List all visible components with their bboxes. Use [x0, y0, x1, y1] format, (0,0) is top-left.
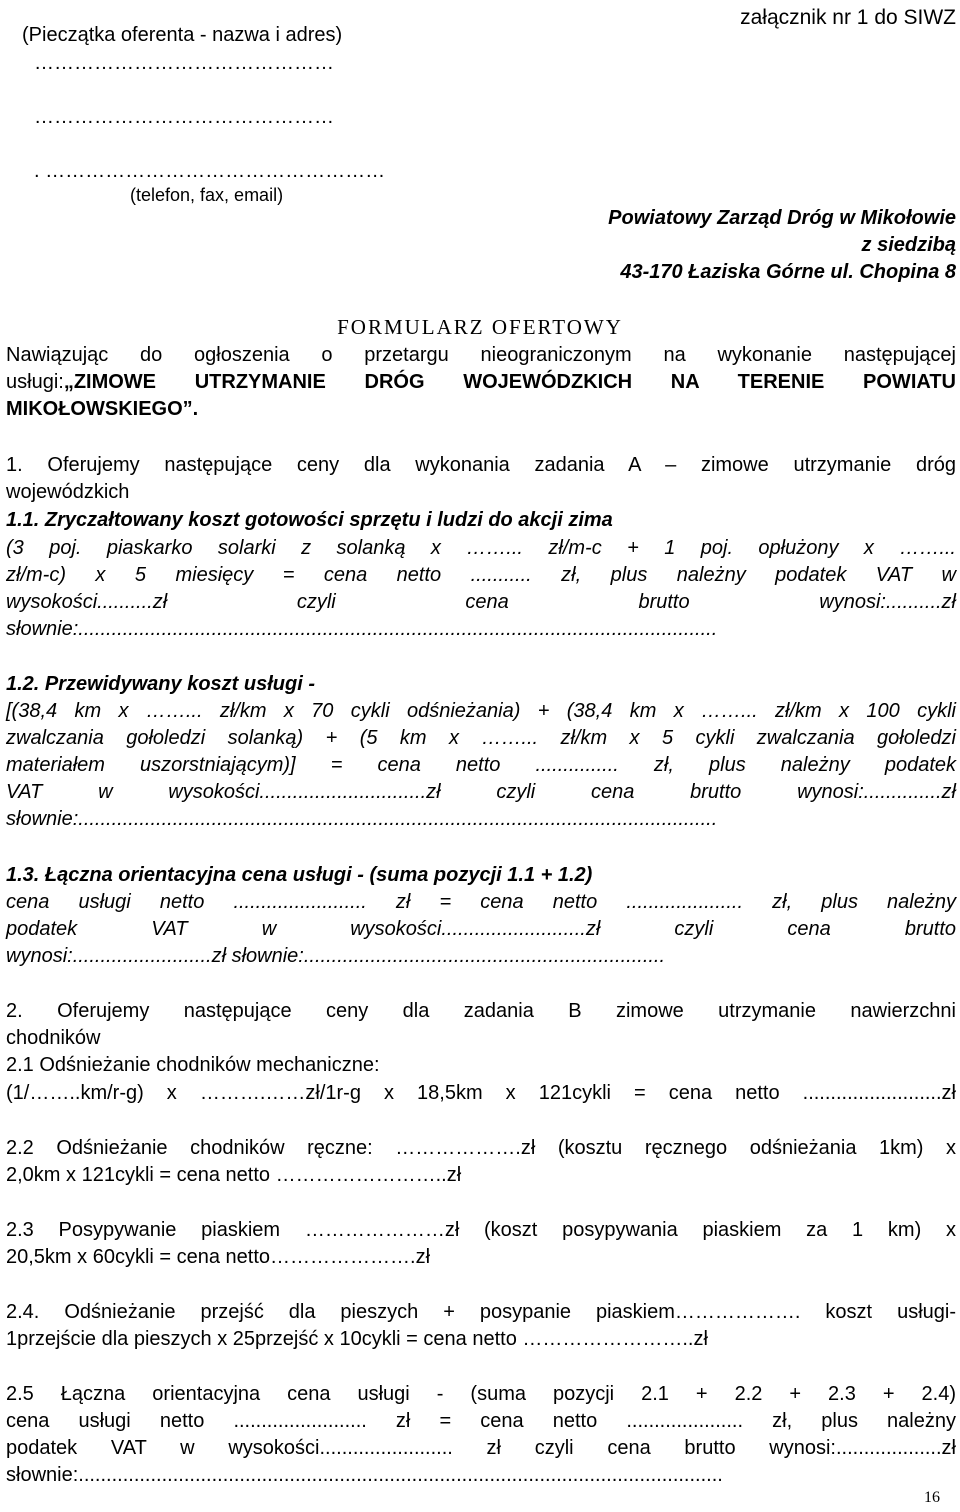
intro-service-name: „ZIMOWE UTRZYMANIE DRÓG WOJEWÓDZKICH NA TERENIE POWIATU — [63, 371, 956, 393]
section-1-2-line-2: zwalczania gołoledzi solanką) + (5 km x ……... zł/km x 5 cykli zwalczania gołoledzi — [6, 727, 956, 749]
recipient-name: Powiatowy Zarząd Dróg w Mikołowie — [608, 207, 956, 229]
section-1-1-line-4: słownie:................................................................................................................... — [6, 618, 718, 640]
section-2-5-line-2: cena usługi netto ........................ zł = cena netto ..................... zł, plus należny — [6, 1410, 956, 1432]
section-1-line-1: 1. Oferujemy następujące ceny dla wykonania zadania A – zimowe utrzymanie dróg — [6, 454, 956, 476]
section-2-1-line-1: 2.1 Odśnieżanie chodników mechaniczne: — [6, 1054, 380, 1076]
section-1-2-line-3: materiałem uszorstniającym)] = cena netto ............... zł, plus należny podatek — [6, 754, 956, 776]
section-2-4-line-1: 2.4. Odśnieżanie przejść dla pieszych + posypanie piaskiem………………. koszt usługi- — [6, 1301, 956, 1323]
section-1-1-line-2: zł/m-c) x 5 miesięcy = cena netto ........... zł, plus należny podatek VAT w — [6, 564, 956, 586]
section-1-1-line-1: (3 poj. piaskarko solarki z solanką x ……... zł/m-c + 1 poj. opłużony x ……... — [6, 537, 956, 559]
section-1-3-line-2: podatek VAT w wysokości..........................zł czyli cena brutto — [6, 918, 956, 940]
section-1-2-title: 1.2. Przewidywany koszt usługi - — [6, 673, 315, 695]
section-2-3-line-1: 2.3 Posypywanie piaskiem …………………zł (koszt posypywania piaskiem za 1 km) x — [6, 1219, 956, 1241]
section-1-3-title: 1.3. Łączna orientacyjna cena usługi - (suma pozycji 1.1 + 1.2) — [6, 864, 593, 886]
section-2-3-line-2: 20,5km x 60cykli = cena netto………………….zł — [6, 1246, 431, 1268]
section-2-5-line-1: 2.5 Łączna orientacyjna cena usługi - (suma pozycji 2.1 + 2.2 + 2.3 + 2.4) — [6, 1383, 956, 1405]
section-1-3-line-1: cena usługi netto ........................ zł = cena netto ..................... zł, plus należny — [6, 891, 956, 913]
section-1-2-line-1: [(38,4 km x ……... zł/km x 70 cykli odśnieżania) + (38,4 km x ……... zł/km x 100 cykli — [6, 700, 956, 722]
section-1-3-line-3: wynosi:.........................zł słownie:................................................................. — [6, 945, 666, 967]
recipient-seat: z siedzibą — [861, 234, 956, 256]
page-number: 16 — [924, 1489, 940, 1506]
stamp-dots-line-1: ……………………………………… — [34, 52, 334, 74]
intro-line-3: MIKOŁOWSKIEGO”. — [6, 398, 199, 420]
contact-label: (telefon, fax, email) — [130, 185, 284, 205]
section-2-5-line-4: słownie:.................................................................................................................... — [6, 1464, 723, 1486]
recipient-address: 43-170 Łaziska Górne ul. Chopina 8 — [620, 261, 956, 283]
section-1-2-line-5: słownie:................................................................................................................... — [6, 808, 718, 830]
stamp-dots-line-2: ……………………………………… — [34, 106, 334, 128]
section-1-2-line-4: VAT w wysokości..............................zł czyli cena brutto wynosi:..............zł — [6, 781, 956, 803]
stamp-label: (Pieczątka oferenta - nazwa i adres) — [22, 24, 343, 46]
intro-line-2 — [6, 369, 956, 396]
form-title: FORMULARZ OFERTOWY — [337, 315, 623, 339]
section-2-4-line-2: 1przejście dla pieszych x 25przejść x 10cykli = cena netto ……………………..zł — [6, 1328, 708, 1350]
section-1-1-title: 1.1. Zryczałtowany koszt gotowości sprzętu i ludzi do akcji zima — [6, 509, 613, 531]
section-2-line-1: 2. Oferujemy następujące ceny dla zadania B zimowe utrzymanie nawierzchni — [6, 1000, 956, 1022]
section-2-2-line-1: 2.2 Odśnieżanie chodników ręczne: ……………….zł (kosztu ręcznego odśnieżania 1km) x — [6, 1137, 956, 1159]
section-2-2-line-2: 2,0km x 121cykli = cena netto ……………………..zł — [6, 1164, 462, 1186]
section-1-line-2: wojewódzkich — [6, 481, 130, 503]
section-2-5-line-3: podatek VAT w wysokości........................ zł czyli cena brutto wynosi:...................zł — [6, 1437, 956, 1459]
intro-line-1: Nawiązując do ogłoszenia o przetargu nieograniczonym na wykonanie następującej — [6, 344, 956, 366]
attachment-label: załącznik nr 1 do SIWZ — [740, 6, 956, 29]
intro-service-prefix: usługi: — [6, 371, 64, 393]
section-2-line-2: chodników — [6, 1027, 101, 1049]
stamp-dots-line-3: . …………………………………………… — [34, 160, 386, 182]
section-2-1-line-2: (1/……..km/r-g) x ……….……zł/1r-g x 18,5km x 121cykli = cena netto .........................zł — [6, 1082, 956, 1104]
section-1-1-line-3: wysokości..........zł czyli cena brutto wynosi:..........zł — [6, 591, 956, 613]
